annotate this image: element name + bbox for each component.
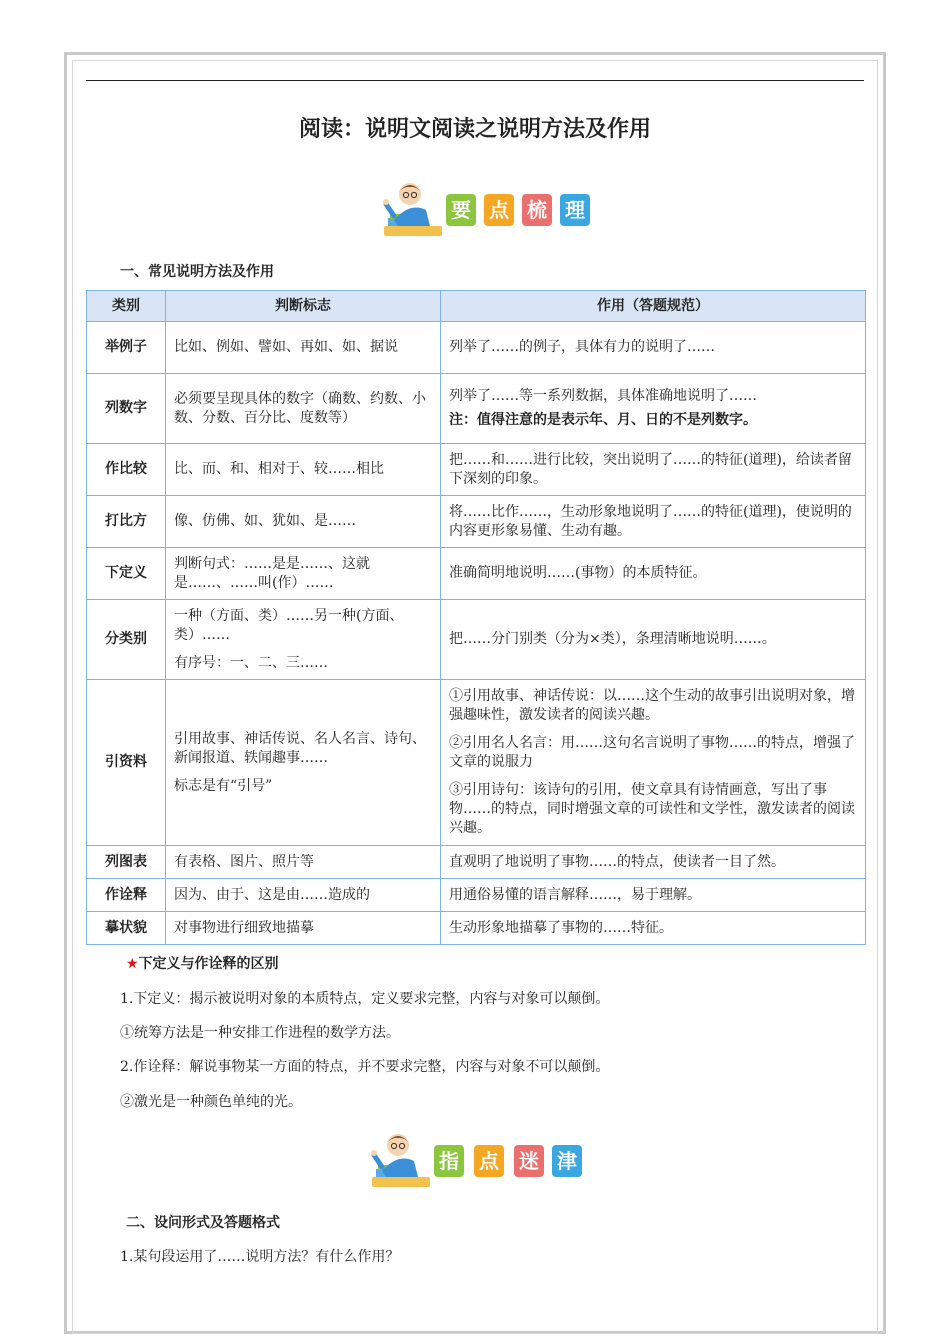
difference-line-4: ②激光是一种颜色单纯的光。 — [120, 1094, 302, 1110]
table-row — [87, 322, 866, 374]
effect-text: 准确简明地说明……(事物）的本质特征。 — [449, 565, 707, 581]
row-category: 下定义 — [87, 548, 166, 600]
row-effect — [441, 496, 866, 548]
row-effect — [441, 600, 866, 680]
table-row — [87, 680, 866, 846]
row-effect — [441, 374, 866, 444]
student-reading-icon — [368, 1131, 432, 1191]
sign-text: 引用故事、神话传说、名人名言、诗句、新闻报道、轶闻趣事…… — [174, 730, 426, 766]
table-row — [87, 600, 866, 680]
sign-text: 必须要呈现具体的数字（确数、约数、小数、分数、百分比、度数等） — [174, 390, 426, 426]
row-sign — [166, 680, 441, 846]
row-category: 分类别 — [87, 600, 166, 680]
row-effect — [441, 322, 866, 374]
section-heading-2: 二、设问形式及答题格式 — [126, 1215, 280, 1231]
table-row — [87, 496, 866, 548]
effect-text: 把……和……进行比较，突出说明了……的特征(道理)，给读者留下深刻的印象。 — [449, 451, 852, 487]
table-row — [87, 879, 866, 912]
row-category: 引资料 — [87, 680, 166, 846]
row-effect — [441, 846, 866, 879]
header-rule — [86, 80, 864, 81]
banner-char-3: 迷 — [514, 1145, 544, 1177]
row-effect — [441, 912, 866, 945]
banner-char-4: 津 — [552, 1145, 582, 1177]
row-effect — [441, 444, 866, 496]
banner-char-1: 指 — [434, 1145, 464, 1177]
difference-line-3: 2.作诠释：解说事物某一方面的特点，并不要求完整，内容与对象不可以颠倒。 — [120, 1059, 610, 1075]
effect-text: 将……比作……，生动形象地说明了……的特征(道理)，使说明的内容更形象易懂、生动有趣。 — [449, 503, 852, 539]
sign-text: 有序号：一、二、三…… — [174, 654, 328, 671]
effect-note: 注：值得注意的是表示年、月、日的不是列数字。 — [449, 412, 757, 428]
table-row — [87, 444, 866, 496]
table-row — [87, 374, 866, 444]
row-sign — [166, 879, 441, 912]
sign-text: 判断句式：……是是……、这就是……、……叫(作）…… — [174, 555, 370, 591]
row-category: 作比较 — [87, 444, 166, 496]
effect-text: 列举了……的例子，具体有力的说明了…… — [449, 339, 715, 355]
table-row — [87, 548, 866, 600]
row-sign — [166, 548, 441, 600]
row-sign — [166, 600, 441, 680]
page-title: 阅读：说明文阅读之说明方法及作用 — [298, 117, 651, 142]
sign-text: 像、仿佛、如、犹如、是…… — [174, 513, 356, 529]
table-row — [87, 912, 866, 945]
difference-heading — [126, 953, 279, 973]
banner-char-4: 理 — [560, 194, 590, 226]
table-header-row — [87, 291, 866, 322]
row-category: 列图表 — [87, 846, 166, 879]
star-icon: ★ — [126, 956, 139, 972]
sign-text: 比、而、和、相对于、较……相比 — [174, 461, 384, 477]
sign-text: 因为、由于、这是由……造成的 — [174, 886, 370, 903]
header-effect: 作用（答题规范） — [441, 291, 866, 322]
sign-text: 有表格、图片、照片等 — [174, 853, 314, 870]
row-category: 摹状貌 — [87, 912, 166, 945]
effect-text: ②引用名人名言：用……这句名言说明了事物……的特点，增强了文章的说服力 — [449, 735, 855, 770]
table-row — [87, 846, 866, 879]
row-effect — [441, 879, 866, 912]
header-sign: 判断标志 — [166, 291, 441, 322]
sign-text: 比如、例如、譬如、再如、如、据说 — [174, 339, 398, 355]
banner-guidance — [368, 1131, 588, 1191]
effect-text: ①引用故事、神话传说：以……这个生动的故事引出说明对象，增强趣味性，激发读者的阅读兴趣。 — [449, 688, 855, 723]
banner-char-2: 点 — [484, 194, 514, 226]
banner-key-points — [380, 180, 600, 240]
row-effect — [441, 680, 866, 846]
section-heading-1: 一、常见说明方法及作用 — [120, 264, 274, 280]
row-sign — [166, 444, 441, 496]
row-sign — [166, 912, 441, 945]
row-sign — [166, 374, 441, 444]
effect-text: ③引用诗句：该诗句的引用，使文章具有诗情画意，写出了事物……的特点，同时增强文章的可读性和文学性，激发读者的阅读兴趣。 — [449, 782, 855, 836]
methods-table — [86, 290, 866, 945]
sign-text: 对事物进行细致地描摹 — [174, 919, 314, 936]
banner-char-1: 要 — [446, 194, 476, 226]
effect-text: 生动形象地描摹了事物的……特征。 — [449, 919, 673, 936]
row-sign — [166, 846, 441, 879]
banner-char-3: 梳 — [522, 194, 552, 226]
header-category: 类别 — [87, 291, 166, 322]
effect-text: 用通俗易懂的语言解释……，易于理解。 — [449, 886, 701, 903]
row-sign — [166, 496, 441, 548]
question-1: 1.某句段运用了……说明方法？有什么作用？ — [120, 1249, 400, 1265]
row-category: 列数字 — [87, 374, 166, 444]
difference-title: 下定义与作诠释的区别 — [138, 956, 279, 972]
row-category: 举例子 — [87, 322, 166, 374]
effect-text: 直观明了地说明了事物……的特点，使读者一目了然。 — [449, 853, 785, 870]
student-reading-icon — [380, 180, 444, 240]
row-category: 打比方 — [87, 496, 166, 548]
row-sign — [166, 322, 441, 374]
banner-char-2: 点 — [474, 1145, 504, 1177]
difference-line-1: 1.下定义：揭示被说明对象的本质特点，定义要求完整，内容与对象可以颠倒。 — [120, 991, 610, 1007]
sign-text: 标志是有“引号” — [174, 777, 273, 794]
row-category: 作诠释 — [87, 879, 166, 912]
effect-text: 列举了……等一系列数据，具体准确地说明了…… — [449, 388, 757, 404]
sign-text: 一种（方面、类）……另一种(方面、类）…… — [174, 607, 404, 643]
difference-line-2: ①统筹方法是一种安排工作进程的数学方法。 — [120, 1025, 400, 1041]
effect-text: 把……分门别类（分为×类），条理清晰地说明……。 — [449, 631, 776, 647]
row-effect — [441, 548, 866, 600]
